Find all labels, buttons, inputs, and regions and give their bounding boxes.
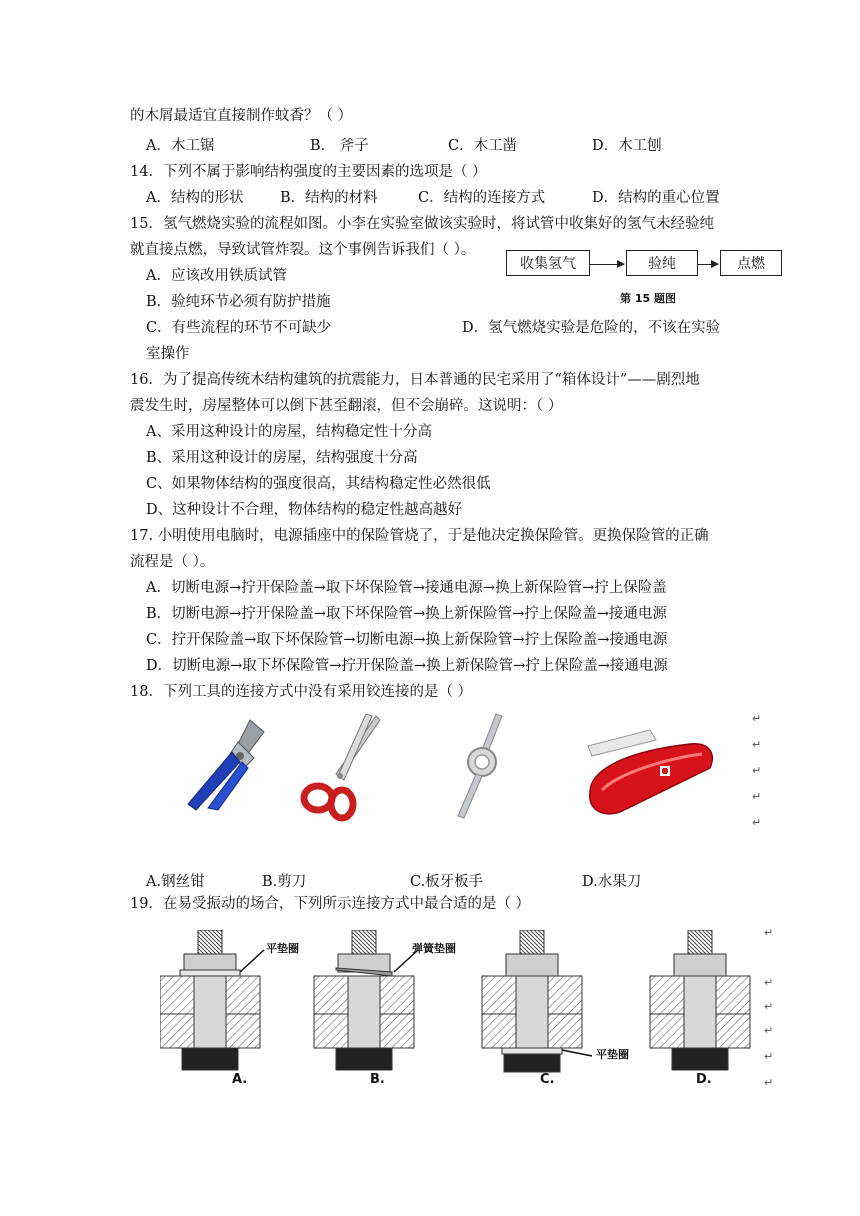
q16-option-b[interactable]: B、采用这种设计的房屋，结构强度十分高 <box>146 450 418 466</box>
pliers-image <box>180 712 280 812</box>
para-mark: ↵ <box>764 1024 774 1037</box>
q16-option-d[interactable]: D、这种设计不合理，物体结构的稳定性越高越好 <box>146 502 463 518</box>
para-mark: ↵ <box>752 816 762 829</box>
annotation-spring-washer-b: 弹簧垫圈 <box>412 942 456 955</box>
q16-stem-line1: 16．为了提高传统木结构建筑的抗震能力，日本普通的民宅采用了“箱体设计”——剧烈地 <box>130 372 700 388</box>
bolt-diagrams <box>160 930 780 1080</box>
flow-arrow-1 <box>590 264 624 265</box>
q13-stem-cont: 的木屑最适宜直接制作蚊香？（ ） <box>130 108 353 124</box>
bolt-a <box>160 930 264 1070</box>
q18-label-d[interactable]: D.水果刀 <box>582 874 642 890</box>
para-mark: ↵ <box>764 1050 774 1063</box>
q14-stem: 14．下列不属于影响结构强度的主要因素的选项是（ ） <box>130 164 487 180</box>
q19-label-d[interactable]: D. <box>696 1072 712 1087</box>
fruit-knife-image <box>580 712 720 822</box>
bolt-d <box>650 930 750 1070</box>
q18-label-b[interactable]: B.剪刀 <box>262 874 307 890</box>
q14-option-b[interactable]: B．结构的材料 <box>280 190 378 206</box>
q18-label-c[interactable]: C.板牙板手 <box>410 874 484 890</box>
q17-option-d[interactable]: D．切断电源→取下坏保险管→拧开保险盖→换上新保险管→拧上保险盖→接通电源 <box>146 658 668 674</box>
q13-option-c[interactable]: C．木工凿 <box>448 138 518 154</box>
q13-options <box>146 136 746 156</box>
para-mark: ↵ <box>764 1076 774 1089</box>
para-mark: ↵ <box>764 976 774 989</box>
flow-step-ignite: 点燃 <box>720 250 782 276</box>
q15-option-b[interactable]: B．验纯环节必须有防护措施 <box>146 294 331 310</box>
annotation-flat-washer-c: 平垫圈 <box>596 1048 629 1061</box>
q18-stem: 18．下列工具的连接方式中没有采用铰连接的是（ ） <box>130 684 473 700</box>
bolt-b <box>314 930 418 1070</box>
para-mark: ↵ <box>752 764 762 777</box>
q17-stem-line1: 17. 小明使用电脑时，电源插座中的保险管烧了，于是他决定换保险管。更换保险管的正确 <box>130 528 709 544</box>
flow-step-verify: 验纯 <box>626 250 698 276</box>
q17-option-a[interactable]: A．切断电源→拧开保险盖→取下坏保险管→接通电源→换上新保险管→拧上保险盖 <box>146 580 667 596</box>
q19-label-c[interactable]: C. <box>540 1072 555 1087</box>
para-mark: ↵ <box>752 738 762 751</box>
q14-option-d[interactable]: D．结构的重心位置 <box>592 190 720 206</box>
flow-caption: 第 15 题图 <box>620 292 676 305</box>
q13-option-d[interactable]: D．木工刨 <box>592 138 662 154</box>
para-mark: ↵ <box>752 712 762 725</box>
q19-label-b[interactable]: B. <box>370 1072 385 1087</box>
q15-stem-line2: 就直接点燃，导致试管炸裂。这个事例告诉我们（ ）。 <box>130 242 476 258</box>
q15-stem-line1: 15．氢气燃烧实验的流程如图。小李在实验室做该实验时，将试管中收集好的氢气未经验纯 <box>130 216 714 232</box>
die-wrench-image <box>440 712 520 822</box>
q16-stem-line2: 震发生时，房屋整体可以倒下甚至翻滚，但不会崩碎。这说明：（ ） <box>130 398 563 414</box>
q14-option-c[interactable]: C．结构的连接方式 <box>418 190 546 206</box>
q18-label-a[interactable]: A.钢丝钳 <box>146 874 205 890</box>
q17-option-c[interactable]: C．拧开保险盖→取下坏保险管→切断电源→换上新保险管→拧上保险盖→接通电源 <box>146 632 668 648</box>
q17-stem-line2: 流程是（ ）。 <box>130 554 215 570</box>
q15-option-a[interactable]: A．应该改用铁质试管 <box>146 268 287 284</box>
para-mark: ↵ <box>752 790 762 803</box>
q13-option-b[interactable]: B． 斧子 <box>310 138 369 154</box>
scissors-image <box>296 712 386 822</box>
flow-step-collect: 收集氢气 <box>506 250 590 276</box>
q14-options <box>146 188 746 208</box>
q14-option-a[interactable]: A．结构的形状 <box>146 190 244 206</box>
para-mark: ↵ <box>764 1000 774 1013</box>
q15-option-d-line1[interactable]: D．氢气燃烧实验是危险的，不该在实验 <box>462 320 721 336</box>
bolt-c <box>482 930 592 1072</box>
para-mark: ↵ <box>764 926 774 939</box>
q16-option-c[interactable]: C、如果物体结构的强度很高，其结构稳定性必然很低 <box>146 476 491 492</box>
q19-label-a[interactable]: A. <box>232 1072 248 1087</box>
q15-option-c[interactable]: C．有些流程的环节不可缺少 <box>146 320 332 336</box>
q15-option-d-line2: 室操作 <box>146 346 190 362</box>
q19-stem: 19．在易受振动的场合，下列所示连接方式中最合适的是（ ） <box>130 896 531 912</box>
flow-arrow-2 <box>698 264 718 265</box>
q17-option-b[interactable]: B．切断电源→拧开保险盖→取下坏保险管→换上新保险管→拧上保险盖→接通电源 <box>146 606 667 622</box>
q13-option-a[interactable]: A．木工锯 <box>146 138 215 154</box>
annotation-flat-washer-a: 平垫圈 <box>266 942 299 955</box>
q16-option-a[interactable]: A、采用这种设计的房屋，结构稳定性十分高 <box>146 424 432 440</box>
